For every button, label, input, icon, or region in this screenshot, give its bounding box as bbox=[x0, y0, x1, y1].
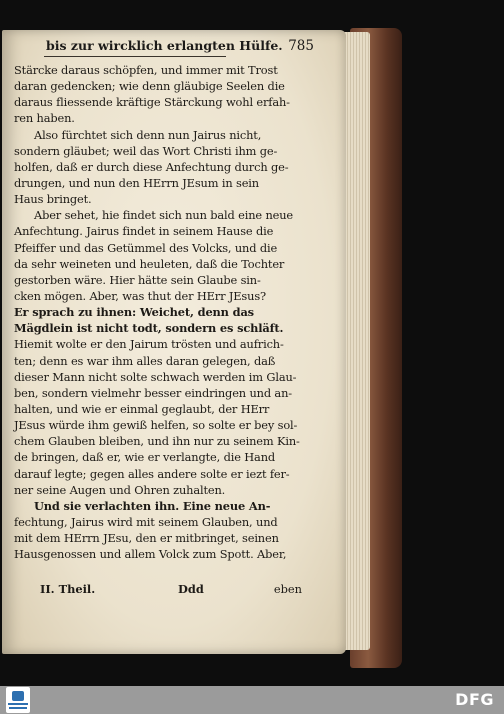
text-line: holfen, daß er durch diese Anfechtung durch ge- bbox=[14, 159, 289, 174]
text-line: Anfechtung. Jairus findet in seinem Hause die bbox=[14, 224, 274, 239]
text-line: drungen, und nun den HErrn JEsum in sein bbox=[14, 175, 259, 190]
text-line: Hausgenossen und allem Volck zum Spott. Aber, bbox=[14, 547, 287, 562]
text-line: mit dem HErrn JEsu, den er mitbringet, seinen bbox=[14, 531, 279, 546]
text-line: Stärcke daraus schöpfen, und immer mit Trost bbox=[14, 63, 278, 77]
text-line: sondern gläubet; weil das Wort Christi ihm ge- bbox=[14, 143, 278, 158]
text-line: ren haben. bbox=[14, 111, 75, 126]
volume-label: II. Theil. bbox=[40, 582, 96, 596]
text-line: cken mögen. Aber, was thut der HErr JEsus? bbox=[14, 288, 266, 303]
text-line: de bringen, daß er, wie er verlangte, die Hand bbox=[14, 450, 276, 465]
text-line: JEsus würde ihm gewiß helfen, so solte er bey sol- bbox=[14, 418, 298, 433]
text-line: Hiemit wolte er den Jairum trösten und aufrich- bbox=[14, 337, 284, 352]
text-line: gestorben wäre. Hier hätte sein Glaube sin- bbox=[14, 272, 261, 287]
body-text bbox=[14, 62, 326, 562]
text-line: daran gedencken; wie denn gläubige Seelen die bbox=[14, 79, 285, 94]
running-head: bis zur wircklich erlangten Hülfe. bbox=[46, 38, 283, 53]
text-line: da sehr weineten und heuleten, daß die Tochter bbox=[14, 256, 285, 271]
page-footer bbox=[14, 582, 326, 600]
text-line: darauf legte; gegen alles andere solte er iezt fer- bbox=[14, 466, 290, 481]
text-line: fechtung, Jairus wird mit seinem Glauben, und bbox=[14, 514, 278, 529]
header-rule bbox=[44, 56, 226, 57]
library-logo-icon[interactable] bbox=[6, 687, 30, 713]
page-number: 785 bbox=[288, 38, 314, 54]
text-line: dieser Mann nicht solte schwach werden im Glau- bbox=[14, 369, 297, 384]
catchword: eben bbox=[273, 582, 302, 596]
text-line: ben, sondern vielmehr besser eindringen und an- bbox=[14, 385, 292, 400]
signature-mark: Ddd bbox=[178, 582, 204, 596]
text-line-emphasis: Mägdlein ist nicht todt, sondern es schläft. bbox=[14, 321, 284, 336]
text-line: Also fürchtet sich denn nun Jairus nicht, bbox=[34, 127, 262, 142]
text-line: ner seine Augen und Ohren zuhalten. bbox=[14, 482, 226, 497]
text-line: Pfeiffer und das Getümmel des Volcks, und die bbox=[14, 240, 278, 255]
text-line: Aber sehet, hie findet sich nun bald eine neue bbox=[34, 208, 294, 223]
page-header bbox=[14, 36, 324, 56]
text-line: halten, und wie er einmal geglaubt, der HErr bbox=[14, 401, 270, 416]
text-line-emphasis: Er sprach zu ihnen: Weichet, denn das bbox=[14, 305, 254, 320]
viewer-bottom-bar bbox=[0, 686, 504, 714]
text-line: Haus bringet. bbox=[14, 192, 92, 207]
dfg-logo[interactable]: DFG bbox=[455, 690, 494, 709]
text-line: chem Glauben bleiben, und ihn nur zu seinem Kin- bbox=[14, 434, 300, 449]
text-line-emphasis: Und sie verlachten ihn. Eine neue An- bbox=[34, 498, 271, 513]
text-line: ten; denn es war ihm alles daran gelegen, daß bbox=[14, 353, 276, 368]
text-line: daraus fliessende kräftige Stärckung wohl erfah- bbox=[14, 95, 290, 110]
